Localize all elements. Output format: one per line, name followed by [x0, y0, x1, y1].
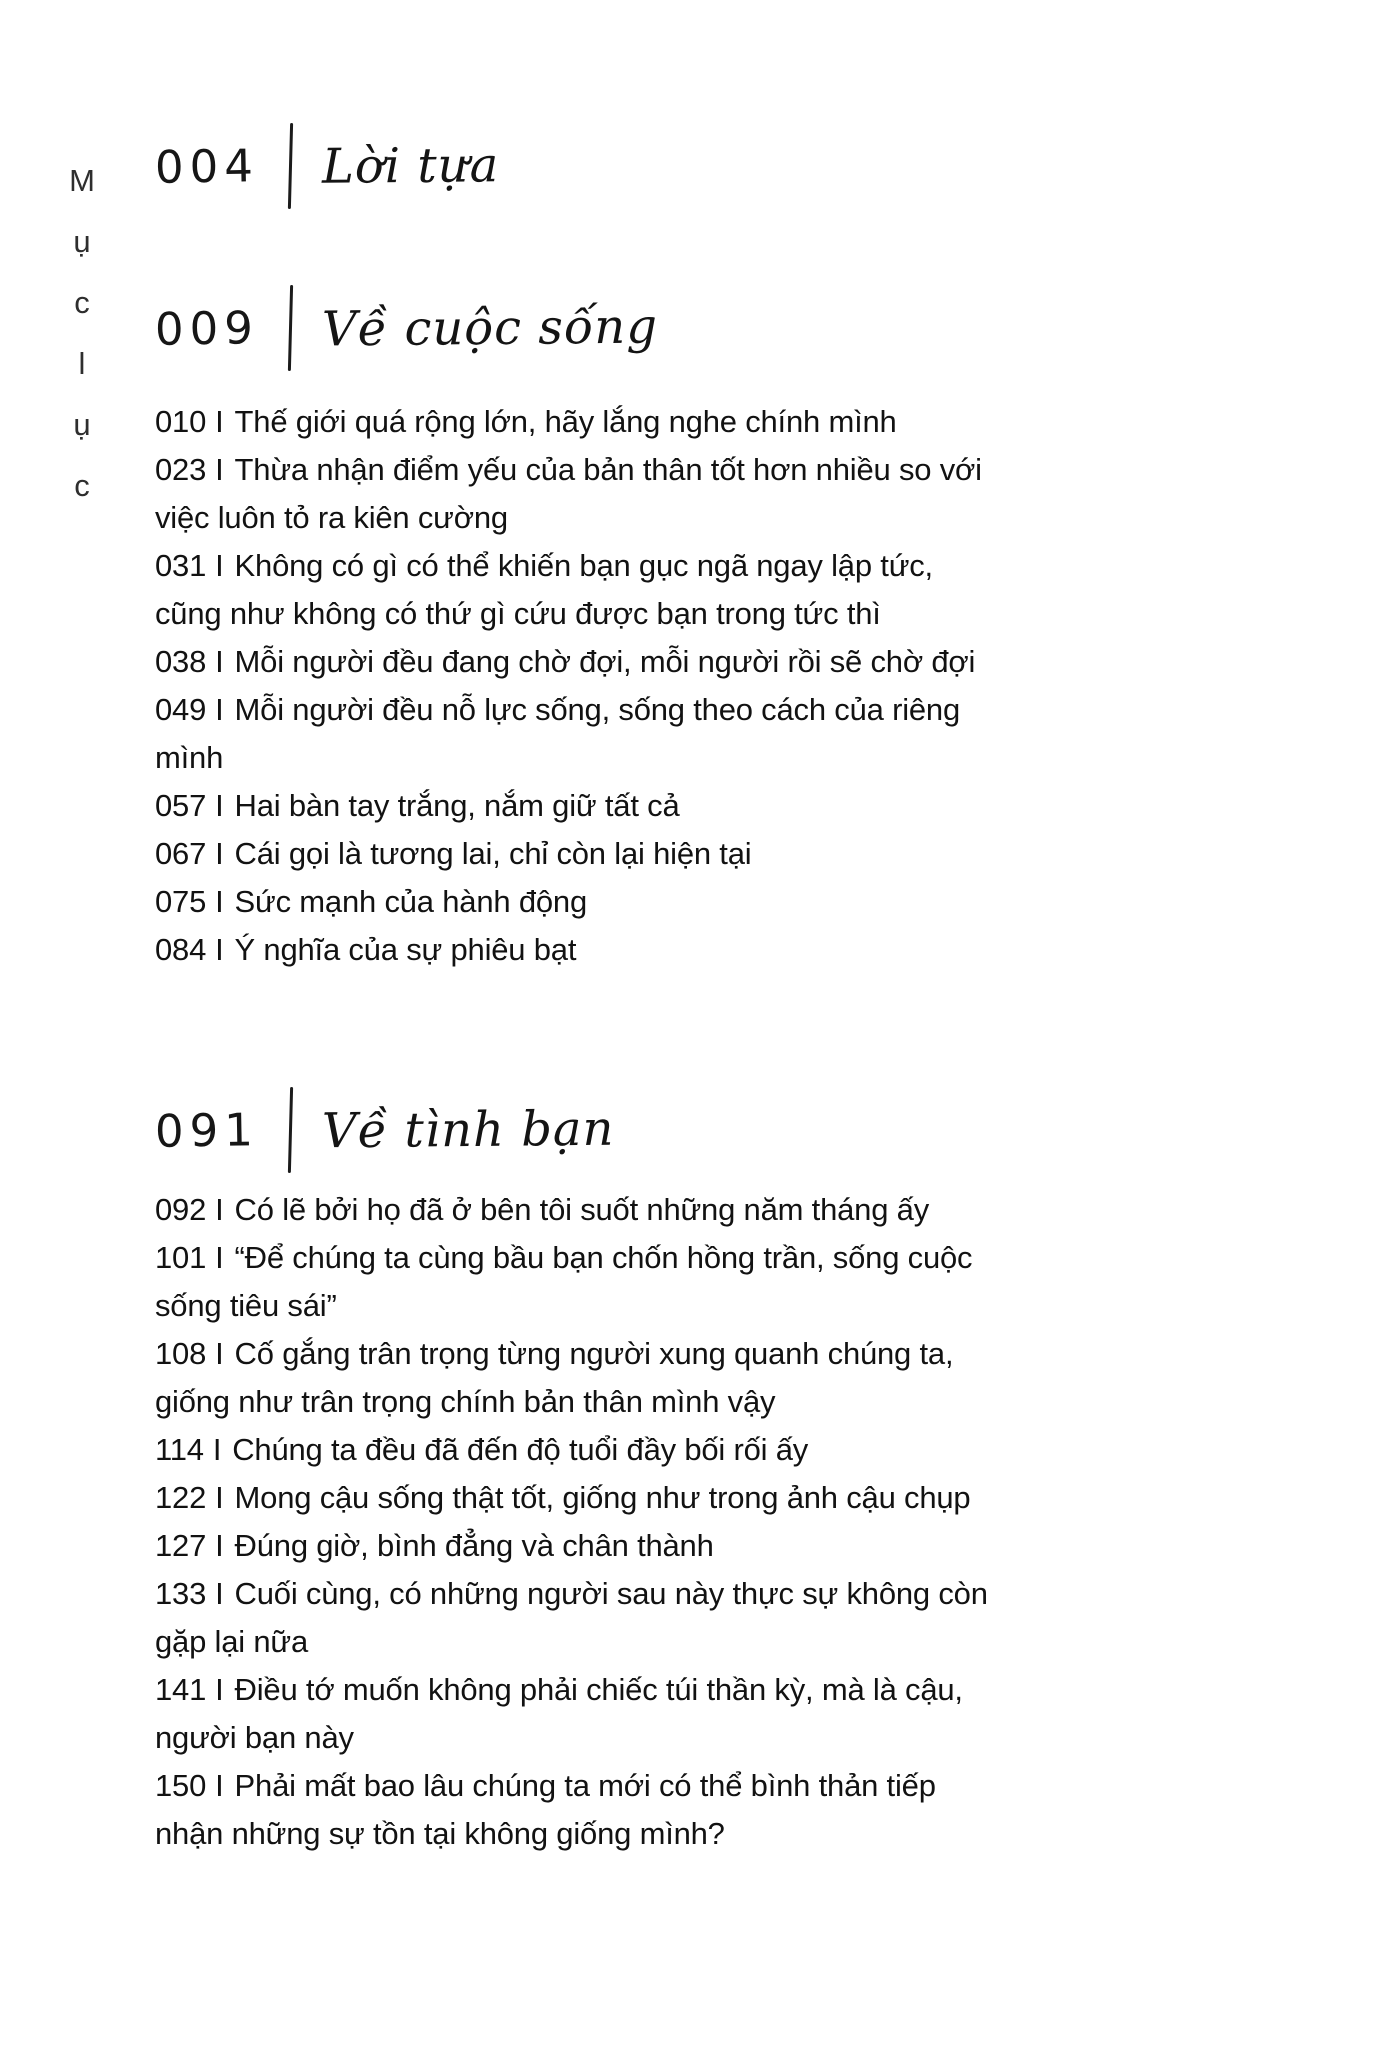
- toc-entry: [155, 1762, 1000, 1858]
- entry-separator: I: [215, 788, 224, 823]
- entry-title: Cái gọi là tương lai, chỉ còn lại hiện tại: [234, 836, 752, 871]
- entry-separator: I: [215, 1528, 224, 1563]
- sidebar-char: M: [69, 163, 95, 198]
- entry-separator: I: [215, 692, 224, 727]
- toc-entry: [155, 1666, 1000, 1762]
- toc-sections: [155, 122, 1000, 1858]
- section-page-number: 091: [154, 1102, 260, 1158]
- entry-page-number: 114: [155, 1432, 204, 1467]
- section-entries: [155, 1186, 1000, 1858]
- sidebar-char: c: [74, 468, 90, 503]
- section-heading: [155, 284, 1000, 372]
- entry-title: Sức mạnh của hành động: [234, 884, 587, 919]
- entry-title: Cố gắng trân trọng từng người xung quanh chúng ta, giống như trân trọng chính bản thân mình vậy: [155, 1336, 954, 1419]
- entry-separator: I: [215, 404, 224, 439]
- entry-separator: I: [215, 1480, 224, 1515]
- entry-page-number: 057: [155, 788, 207, 823]
- toc-entry: [155, 878, 1000, 926]
- toc-entry: [155, 446, 1000, 542]
- entry-title: Có lẽ bởi họ đã ở bên tôi suốt những năm tháng ấy: [234, 1192, 929, 1227]
- section-title: Lời tựa: [321, 137, 500, 195]
- section-entries: [155, 398, 1000, 974]
- entry-page-number: 084: [155, 932, 207, 967]
- entry-page-number: 023: [155, 452, 207, 487]
- entry-title: Thế giới quá rộng lớn, hãy lắng nghe chính mình: [234, 404, 897, 439]
- toc-entry: [155, 638, 1000, 686]
- entry-separator: I: [212, 1432, 222, 1467]
- entry-page-number: 038: [155, 644, 207, 679]
- entry-title: Ý nghĩa của sự phiêu bạt: [234, 932, 577, 967]
- entry-title: Cuối cùng, có những người sau này thực sự không còn gặp lại nữa: [155, 1576, 988, 1659]
- entry-page-number: 031: [155, 548, 207, 583]
- sidebar-char: ụ: [73, 224, 91, 259]
- toc-entry: [155, 926, 1000, 974]
- entry-separator: I: [215, 1336, 224, 1371]
- sidebar-vertical-label: [58, 150, 106, 516]
- entry-title: Không có gì có thể khiến bạn gục ngã ngay lập tức, cũng như không có thứ gì cứu được bạn trong tức thì: [155, 548, 933, 631]
- divider-bar: [288, 285, 293, 371]
- toc-entry: [155, 830, 1000, 878]
- entry-title: Mỗi người đều đang chờ đợi, mỗi người rồi sẽ chờ đợi: [234, 644, 976, 679]
- toc-entry: [155, 398, 1000, 446]
- entry-title: Mong cậu sống thật tốt, giống như trong ảnh cậu chụp: [234, 1480, 971, 1515]
- entry-page-number: 127: [155, 1528, 207, 1563]
- divider-bar: [288, 1087, 293, 1173]
- entry-page-number: 010: [155, 404, 207, 439]
- toc-entry: [155, 1522, 1000, 1570]
- section-page-number: 009: [154, 300, 260, 356]
- entry-page-number: 141: [155, 1672, 207, 1707]
- toc-entry: [155, 1474, 1000, 1522]
- toc-entry: [155, 686, 1000, 782]
- toc-entry: [155, 782, 1000, 830]
- entry-title: Hai bàn tay trắng, nắm giữ tất cả: [234, 788, 680, 823]
- entry-separator: I: [215, 644, 224, 679]
- entry-title: Mỗi người đều nỗ lực sống, sống theo cách của riêng mình: [155, 692, 961, 775]
- entry-page-number: 150: [155, 1768, 207, 1803]
- toc-entry: [155, 1234, 1000, 1330]
- entry-title: Phải mất bao lâu chúng ta mới có thể bình thản tiếp nhận những sự tồn tại không giống mình?: [155, 1768, 936, 1851]
- entry-separator: I: [215, 932, 224, 967]
- section-title: Về tình bạn: [321, 1100, 615, 1160]
- entry-page-number: 108: [155, 1336, 207, 1371]
- sidebar-char: ụ: [73, 407, 91, 442]
- divider-bar: [288, 123, 293, 209]
- entry-page-number: 122: [155, 1480, 207, 1515]
- sidebar-char: c: [74, 285, 90, 320]
- toc-entry: [155, 1330, 1000, 1426]
- entry-page-number: 049: [155, 692, 207, 727]
- entry-title: Thừa nhận điểm yếu của bản thân tốt hơn nhiều so với việc luôn tỏ ra kiên cường: [155, 452, 982, 535]
- entry-title: Đúng giờ, bình đẳng và chân thành: [234, 1528, 714, 1563]
- toc-entry: [155, 542, 1000, 638]
- sidebar-char: l: [78, 346, 86, 381]
- entry-separator: I: [215, 548, 224, 583]
- section-page-number: 004: [154, 138, 260, 194]
- entry-separator: I: [215, 1576, 224, 1611]
- entry-separator: I: [215, 452, 224, 487]
- entry-separator: I: [215, 1672, 224, 1707]
- entry-page-number: 067: [155, 836, 207, 871]
- entry-page-number: 101: [155, 1240, 207, 1275]
- toc-entry: [155, 1186, 1000, 1234]
- toc-section: [155, 1086, 1000, 1858]
- entry-page-number: 075: [155, 884, 207, 919]
- section-heading: [155, 122, 1000, 210]
- section-heading: [155, 1086, 1000, 1174]
- toc-section: [155, 122, 1000, 210]
- entry-title: Điều tớ muốn không phải chiếc túi thần kỳ, mà là cậu, người bạn này: [155, 1672, 963, 1755]
- entry-separator: I: [215, 1192, 224, 1227]
- entry-separator: I: [215, 884, 224, 919]
- entry-separator: I: [215, 836, 224, 871]
- entry-title: Chúng ta đều đã đến độ tuổi đầy bối rối ấy: [232, 1432, 809, 1467]
- entry-separator: I: [215, 1240, 224, 1275]
- section-title: Về cuộc sống: [321, 298, 659, 358]
- entry-page-number: 133: [155, 1576, 207, 1611]
- toc-entry: [155, 1570, 1000, 1666]
- entry-title: “Để chúng ta cùng bầu bạn chốn hồng trần, sống cuộc sống tiêu sái”: [155, 1240, 973, 1323]
- entry-separator: I: [215, 1768, 224, 1803]
- toc-section: [155, 284, 1000, 974]
- toc-entry: [155, 1426, 1000, 1474]
- entry-page-number: 092: [155, 1192, 207, 1227]
